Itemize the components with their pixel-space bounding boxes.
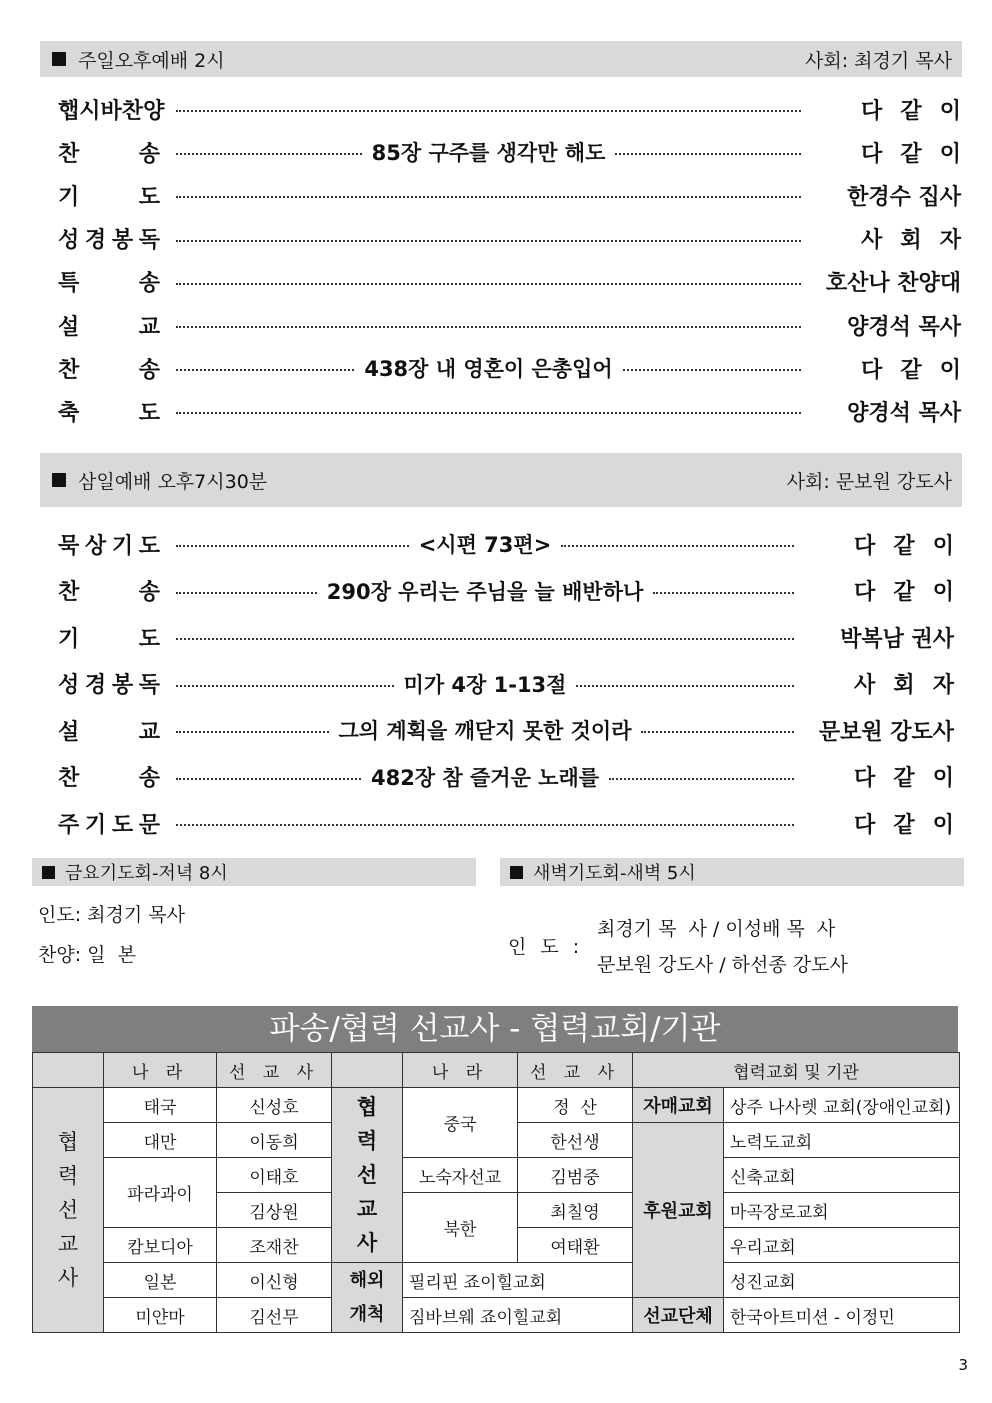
wednesday-order xyxy=(58,527,954,847)
dotted-leader xyxy=(176,279,801,285)
dotted-leader xyxy=(176,715,794,745)
order-row xyxy=(58,527,954,561)
square-bullet-icon xyxy=(42,866,55,879)
sunday-afternoon-header xyxy=(40,41,962,77)
support-church: 신축교회 xyxy=(724,1158,960,1193)
order-label: 묵 상 기 도 xyxy=(58,533,160,559)
dotted-line xyxy=(176,153,362,155)
order-label: 설 교 xyxy=(58,314,160,340)
missions-table xyxy=(32,1052,960,1333)
dotted-leader xyxy=(176,106,801,112)
missionary-cell: 이동희 xyxy=(217,1123,332,1158)
order-person: 다 같 이 xyxy=(861,141,961,167)
table-row xyxy=(33,1298,960,1333)
wednesday-title: 삼일예배 오후7시30분 xyxy=(78,470,268,493)
mid-vertical-label: 협 력 선 교 사 xyxy=(332,1088,403,1263)
dotted-line xyxy=(615,153,801,155)
table-row xyxy=(33,1158,960,1193)
overseas-church: 짐바브웨 죠이힐교회 xyxy=(403,1298,633,1333)
dotted-leader xyxy=(176,192,801,198)
header-country: 나 라 xyxy=(104,1053,217,1088)
order-row xyxy=(58,574,954,608)
header-blank xyxy=(33,1053,104,1088)
order-label: 찬 송 xyxy=(58,357,160,383)
order-title: 482장 참 즐거운 노래를 xyxy=(370,765,600,790)
country-cell: 캄보디아 xyxy=(104,1228,217,1263)
wednesday-host: 사회: 문보원 강도사 xyxy=(786,470,952,493)
friday-praise: 찬양: 일 본 xyxy=(38,944,136,966)
dotted-leader xyxy=(176,137,801,167)
dotted-line xyxy=(176,412,801,414)
order-title: 85장 구주를 생각만 해도 xyxy=(371,141,606,166)
sister-church-label: 자매교회 xyxy=(633,1088,724,1123)
order-row xyxy=(58,394,961,428)
order-person: 박복남 권사 xyxy=(840,626,954,652)
order-person: 다 같 이 xyxy=(854,533,954,559)
table-row xyxy=(33,1088,960,1123)
order-row xyxy=(58,178,961,212)
dotted-line xyxy=(176,196,801,198)
order-row xyxy=(58,265,961,299)
country-cell: 일본 xyxy=(104,1263,217,1298)
order-label: 주 기 도 문 xyxy=(58,812,160,838)
support-church: 성진교회 xyxy=(724,1263,960,1298)
order-person: 다 같 이 xyxy=(854,812,954,838)
order-label: 축 도 xyxy=(58,400,160,426)
order-person: 사 회 자 xyxy=(861,228,961,254)
square-bullet-icon xyxy=(52,52,66,66)
dotted-line xyxy=(653,592,794,594)
order-row xyxy=(58,760,954,794)
overseas-church: 필리핀 죠이힐교회 xyxy=(403,1263,633,1298)
wednesday-header xyxy=(40,453,962,507)
order-row xyxy=(58,667,954,701)
table-row xyxy=(33,1263,960,1298)
missionary-cell: 여태환 xyxy=(518,1228,633,1263)
dotted-line xyxy=(176,592,317,594)
country-cell: 북한 xyxy=(403,1193,518,1263)
country-cell: 대만 xyxy=(104,1123,217,1158)
dotted-line xyxy=(561,545,794,547)
friday-title: 금요기도회-저녁 8시 xyxy=(65,863,228,884)
missionary-cell: 김범중 xyxy=(518,1158,633,1193)
dotted-line xyxy=(176,824,794,826)
order-person: 다 같 이 xyxy=(861,357,961,383)
country-cell: 파라과이 xyxy=(104,1158,217,1228)
dotted-line xyxy=(176,731,329,733)
missionary-cell: 최칠영 xyxy=(518,1193,633,1228)
dotted-line xyxy=(176,638,794,640)
header-missionary-2: 선 교 사 xyxy=(518,1053,633,1088)
header-missionary: 선 교 사 xyxy=(217,1053,332,1088)
square-bullet-icon xyxy=(510,866,523,879)
table-header-row xyxy=(33,1053,960,1088)
square-bullet-icon xyxy=(52,473,66,487)
order-label: 기 도 xyxy=(58,184,160,210)
order-row xyxy=(58,308,961,342)
mission-org-label: 선교단체 xyxy=(633,1298,724,1333)
order-row xyxy=(58,351,961,385)
order-title: <시편 73편> xyxy=(418,533,552,557)
missionary-cell: 김상원 xyxy=(217,1193,332,1228)
page-number: 3 xyxy=(958,1356,968,1374)
dawn-leaders-line1: 최경기 목 사 / 이성배 목 사 xyxy=(597,918,836,940)
dotted-leader xyxy=(176,634,794,640)
missionary-cell: 신성호 xyxy=(217,1088,332,1123)
country-cell: 노숙자선교 xyxy=(403,1158,518,1193)
dotted-line xyxy=(576,685,794,687)
country-cell: 중국 xyxy=(403,1088,518,1158)
friday-leader: 인도: 최경기 목사 xyxy=(38,904,185,926)
order-person: 다 같 이 xyxy=(861,98,961,124)
order-person: 한경수 집사 xyxy=(847,184,961,210)
order-title: 290장 우리는 주님을 늘 배반하나 xyxy=(326,579,644,604)
order-person: 양경석 목사 xyxy=(847,314,961,340)
order-row xyxy=(58,713,954,747)
missionary-cell: 김선무 xyxy=(217,1298,332,1333)
missionary-cell: 정 산 xyxy=(518,1088,633,1123)
sunday-afternoon-order xyxy=(58,92,961,432)
order-person: 다 같 이 xyxy=(854,580,954,605)
left-vertical-label: 협 력 선 교 사 xyxy=(33,1088,104,1333)
order-row xyxy=(58,135,961,169)
support-church: 우리교회 xyxy=(724,1228,960,1263)
order-label: 햅 시 바 찬 양 xyxy=(58,98,165,124)
dotted-line xyxy=(176,240,801,242)
header-country-2: 나 라 xyxy=(403,1053,518,1088)
support-church: 노력도교회 xyxy=(724,1123,960,1158)
dotted-leader xyxy=(176,408,801,414)
missionary-cell: 한선생 xyxy=(518,1123,633,1158)
order-person: 양경석 목사 xyxy=(847,400,961,426)
order-person: 사 회 자 xyxy=(854,673,954,698)
country-cell: 태국 xyxy=(104,1088,217,1123)
friday-header xyxy=(32,858,476,886)
order-label: 찬 송 xyxy=(58,580,160,605)
order-row xyxy=(58,620,954,654)
dotted-line xyxy=(176,545,409,547)
missionary-cell: 이태호 xyxy=(217,1158,332,1193)
dawn-leaders-line2: 문보원 강도사 / 하선종 강도사 xyxy=(597,954,848,976)
dotted-leader xyxy=(176,576,794,606)
dawn-header xyxy=(500,858,964,886)
dotted-leader xyxy=(176,353,801,383)
header-blank-2 xyxy=(332,1053,403,1088)
dotted-line xyxy=(176,778,361,780)
order-title: 438장 내 영혼이 은총입어 xyxy=(364,357,613,382)
dotted-line xyxy=(609,778,794,780)
dotted-line xyxy=(176,369,354,371)
order-label: 기 도 xyxy=(58,626,160,652)
sunday-afternoon-title: 주일오후예배 2시 xyxy=(78,49,225,72)
dotted-leader xyxy=(176,236,801,242)
support-church-label: 후원교회 xyxy=(633,1123,724,1298)
order-label: 성 경 봉 독 xyxy=(58,673,160,698)
order-label: 찬 송 xyxy=(58,766,160,791)
sunday-afternoon-host: 사회: 최경기 목사 xyxy=(805,49,952,72)
country-cell: 미얀마 xyxy=(104,1298,217,1333)
dotted-line xyxy=(176,283,801,285)
missionary-cell: 조재찬 xyxy=(217,1228,332,1263)
mission-org: 한국아트미션 - 이정민 xyxy=(724,1298,960,1333)
order-row xyxy=(58,222,961,256)
order-person: 다 같 이 xyxy=(854,766,954,791)
header-churches: 협력교회 및 기관 xyxy=(633,1053,960,1088)
order-person: 문보원 강도사 xyxy=(818,719,954,745)
dotted-line xyxy=(176,326,801,328)
missions-title: 파송/협력 선교사 - 협력교회/기관 xyxy=(32,1006,958,1052)
order-title: 그의 계획을 깨닫지 못한 것이라 xyxy=(338,719,632,743)
order-row xyxy=(58,92,961,126)
dotted-line xyxy=(623,369,801,371)
dotted-line xyxy=(176,685,394,687)
dawn-title: 새벽기도회-새벽 5시 xyxy=(533,863,696,884)
order-label: 설 교 xyxy=(58,719,160,745)
dotted-leader xyxy=(176,322,801,328)
order-label: 성 경 봉 독 xyxy=(58,228,160,254)
order-label: 찬 송 xyxy=(58,141,160,167)
order-person: 호산나 찬양대 xyxy=(825,271,961,297)
dotted-leader xyxy=(176,820,794,826)
dawn-leader-label: 인 도 : xyxy=(508,936,584,958)
dotted-leader xyxy=(176,529,794,559)
order-title: 미가 4장 1-13절 xyxy=(403,672,567,697)
dotted-leader xyxy=(176,669,794,699)
order-row xyxy=(58,806,954,840)
sister-church: 상주 나사렛 교회(장애인교회) xyxy=(724,1088,960,1123)
order-label: 특 송 xyxy=(58,271,160,297)
dotted-line xyxy=(176,110,801,112)
support-church: 마곡장로교회 xyxy=(724,1193,960,1228)
overseas-label: 해외 개척 xyxy=(332,1263,403,1333)
dotted-leader xyxy=(176,762,794,792)
missionary-cell: 이신형 xyxy=(217,1263,332,1298)
dotted-line xyxy=(641,731,794,733)
